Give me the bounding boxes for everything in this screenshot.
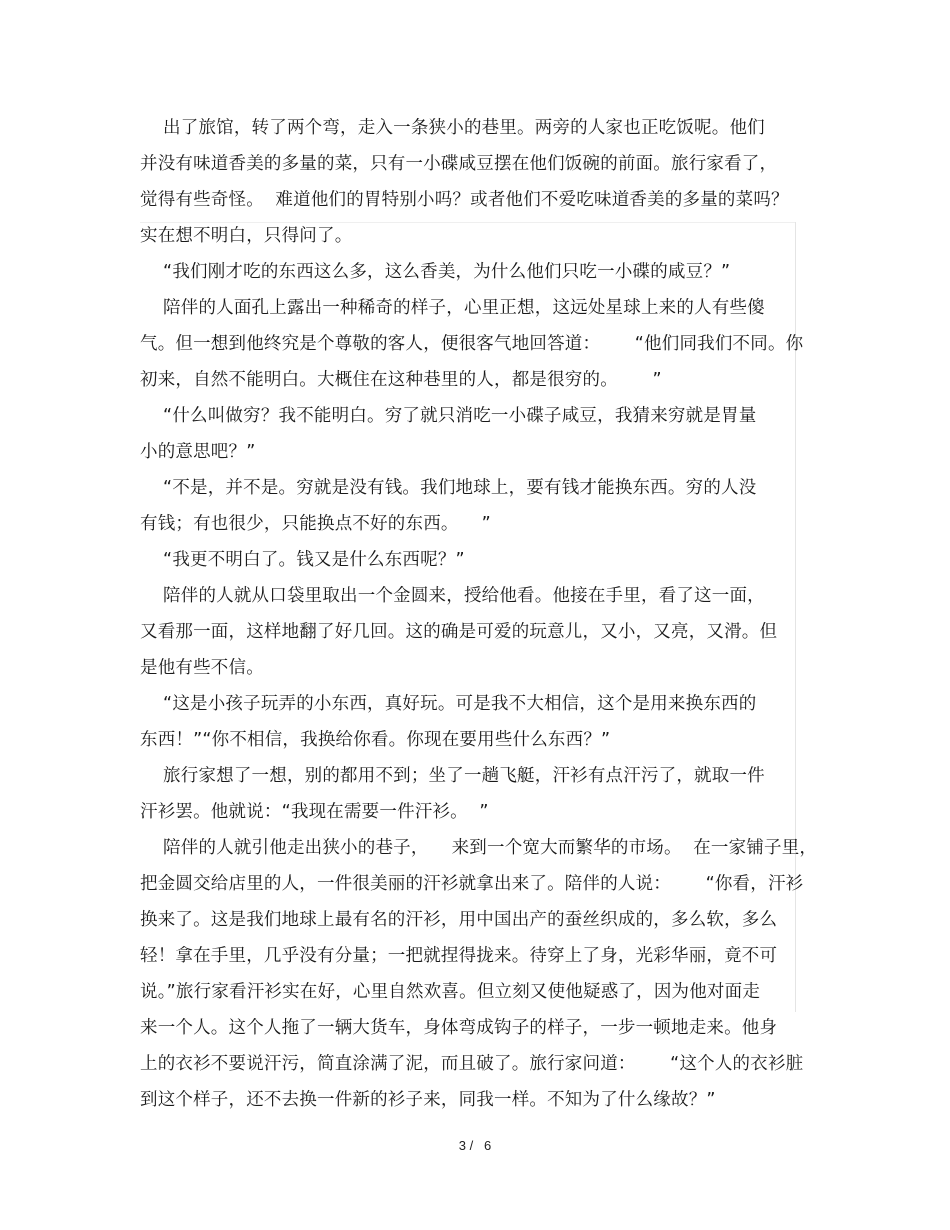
text-line: “什么叫做穷？我不能明白。穷了就只消吃一小碟子咸豆，我猜来穷就是胃量 bbox=[140, 406, 757, 426]
text-line: “我们刚才吃的东西这么多，这么香美，为什么他们只吃一小碟的咸豆？” bbox=[140, 262, 731, 282]
text-line: 到这个样子，还不去换一件新的衫子来，同我一样。不知为了什么缘故？” bbox=[140, 1090, 716, 1110]
text-line: 初来，自然不能明白。大概住在这种巷里的人，都是很穷的。 ” bbox=[140, 370, 662, 390]
text-line: 旅行家想了一想，别的都用不到；坐了一趟飞艇，汗衫有点汗污了，就取一件 bbox=[140, 766, 765, 786]
page-number: 3 / 6 bbox=[458, 1138, 492, 1153]
text-line: 觉得有些奇怪。 难道他们的胃特别小吗？或者他们不爱吃味道香美的多量的菜吗？ bbox=[140, 190, 789, 210]
text-line: 说。”旅行家看汗衫实在好，心里自然欢喜。但立刻又使他疑惑了，因为他对面走 bbox=[140, 982, 761, 1002]
text-line: 实在想不明白，只得问了。 bbox=[140, 226, 353, 246]
body-text bbox=[140, 110, 818, 1118]
text-line: 气。但一想到他终究是个尊敬的客人，便很客气地回答道： “他们同我们不同。你 bbox=[140, 334, 804, 354]
text-line: 东西！”“你不相信，我换给你看。你现在要用些什么东西？” bbox=[140, 730, 611, 750]
text-line: 陪伴的人就从口袋里取出一个金圆来，授给他看。他接在手里，看了这一面， bbox=[140, 586, 765, 606]
text-line: 又看那一面，这样地翻了好几回。这的确是可爱的玩意儿，又小，又亮，又滑。但 bbox=[140, 622, 778, 642]
text-line: 并没有味道香美的多量的菜，只有一小碟咸豆摆在他们饭碗的前面。旅行家看了， bbox=[140, 154, 778, 174]
text-line: “这是小孩子玩弄的小东西，真好玩。可是我不大相信，这个是用来换东西的 bbox=[140, 694, 757, 714]
text-line: 是他有些不信。 bbox=[140, 658, 264, 678]
text-line: 陪伴的人面孔上露出一种稀奇的样子，心里正想，这远处星球上来的人有些傻 bbox=[140, 298, 765, 318]
text-line: 出了旅馆，转了两个弯，走入一条狭小的巷里。两旁的人家也正吃饭呢。他们 bbox=[140, 118, 765, 138]
text-line: 换来了。这是我们地球上最有名的汗衫，用中国出产的蚕丝织成的，多么软，多么 bbox=[140, 910, 778, 930]
text-line: 轻！拿在手里，几乎没有分量；一把就捏得拢来。待穿上了身，光彩华丽，竟不可 bbox=[140, 946, 778, 966]
text-line: 有钱；有也很少，只能换点不好的东西。 ” bbox=[140, 514, 491, 534]
text-line: 陪伴的人就引他走出狭小的巷子， 来到一个宽大而繁华的市场。 在一家铺子里， bbox=[140, 838, 818, 858]
text-line: “我更不明白了。钱又是什么东西呢？” bbox=[140, 550, 465, 570]
text-line: 小的意思吧？” bbox=[140, 442, 256, 462]
text-line: 上的衣衫不要说汗污，简直涂满了泥，而且破了。旅行家问道： “这个人的衣衫脏 bbox=[140, 1054, 804, 1074]
text-line: “不是，并不是。穷就是没有钱。我们地球上，要有钱才能换东西。穷的人没 bbox=[140, 478, 757, 498]
text-line: 把金圆交给店里的人，一件很美丽的汗衫就拿出来了。陪伴的人说： “你看，汗衫 bbox=[140, 874, 804, 894]
text-line: 来一个人。这个人拖了一辆大货车，身体弯成钩子的样子，一步一顿地走来。他身 bbox=[140, 1018, 778, 1038]
text-line: 汗衫罢。他就说：“我现在需要一件汗衫。 ” bbox=[140, 802, 489, 822]
